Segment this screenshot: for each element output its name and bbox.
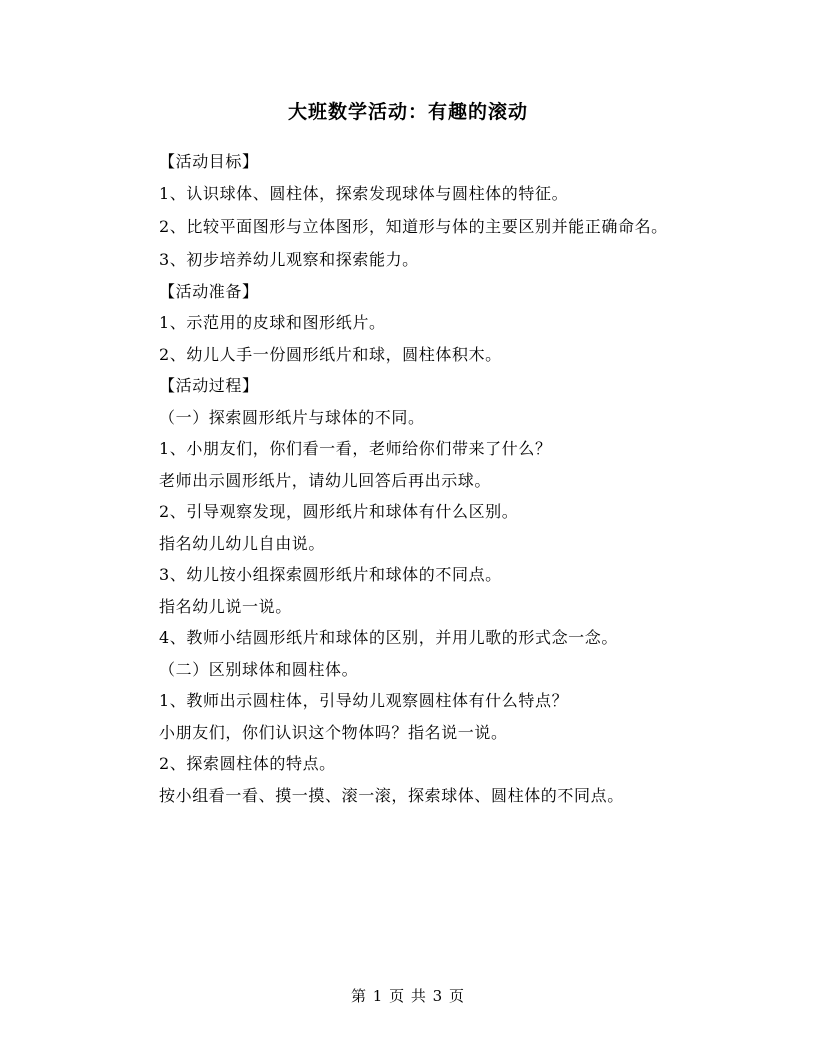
document-title: 大班数学活动：有趣的滚动 bbox=[287, 101, 528, 123]
subsection-heading: （二）区别球体和圆柱体。 bbox=[159, 659, 359, 679]
section-heading-objectives: 【活动目标】 bbox=[159, 152, 259, 171]
paragraph: 2、幼儿人手一份圆形纸片和球，圆柱体积木。 bbox=[159, 344, 502, 364]
paragraph: 老师出示圆形纸片，请幼儿回答后再出示球。 bbox=[159, 470, 492, 490]
paragraph: 按小组看一看、摸一摸、滚一滚，探索球体、圆柱体的不同点。 bbox=[159, 785, 624, 805]
subsection-heading: （一）探索圆形纸片与球体的不同。 bbox=[159, 407, 425, 427]
paragraph: 4、教师小结圆形纸片和球体的区别，并用儿歌的形式念一念。 bbox=[159, 628, 618, 647]
section-heading-process: 【活动过程】 bbox=[159, 376, 259, 395]
paragraph: 小朋友们，你们认识这个物体吗？指名说一说。 bbox=[159, 722, 508, 742]
paragraph: 3、初步培养幼儿观察和探索能力。 bbox=[159, 250, 419, 269]
paragraph: 2、比较平面图形与立体图形，知道形与体的主要区别并能正确命名。 bbox=[159, 217, 668, 236]
paragraph: 1、小朋友们，你们看一看，老师给你们带来了什么？ bbox=[159, 439, 552, 458]
paragraph: 1、教师出示圆柱体，引导幼儿观察圆柱体有什么特点？ bbox=[159, 691, 569, 710]
paragraph: 2、引导观察发现，圆形纸片和球体有什么区别。 bbox=[159, 502, 519, 521]
section-heading-preparation: 【活动准备】 bbox=[159, 281, 259, 301]
page-footer: 第 1 页 共 3 页 bbox=[351, 987, 465, 1005]
document-body bbox=[121, 146, 701, 811]
paragraph: 1、认识球体、圆柱体，探索发现球体与圆柱体的特征。 bbox=[159, 183, 569, 203]
paragraph: 1、示范用的皮球和图形纸片。 bbox=[159, 313, 386, 332]
paragraph: 指名幼儿说一说。 bbox=[159, 596, 292, 616]
paragraph: 2、探索圆柱体的特点。 bbox=[159, 754, 336, 773]
paragraph: 指名幼儿幼儿自由说。 bbox=[159, 533, 326, 553]
paragraph: 3、幼儿按小组探索圆形纸片和球体的不同点。 bbox=[159, 565, 502, 584]
